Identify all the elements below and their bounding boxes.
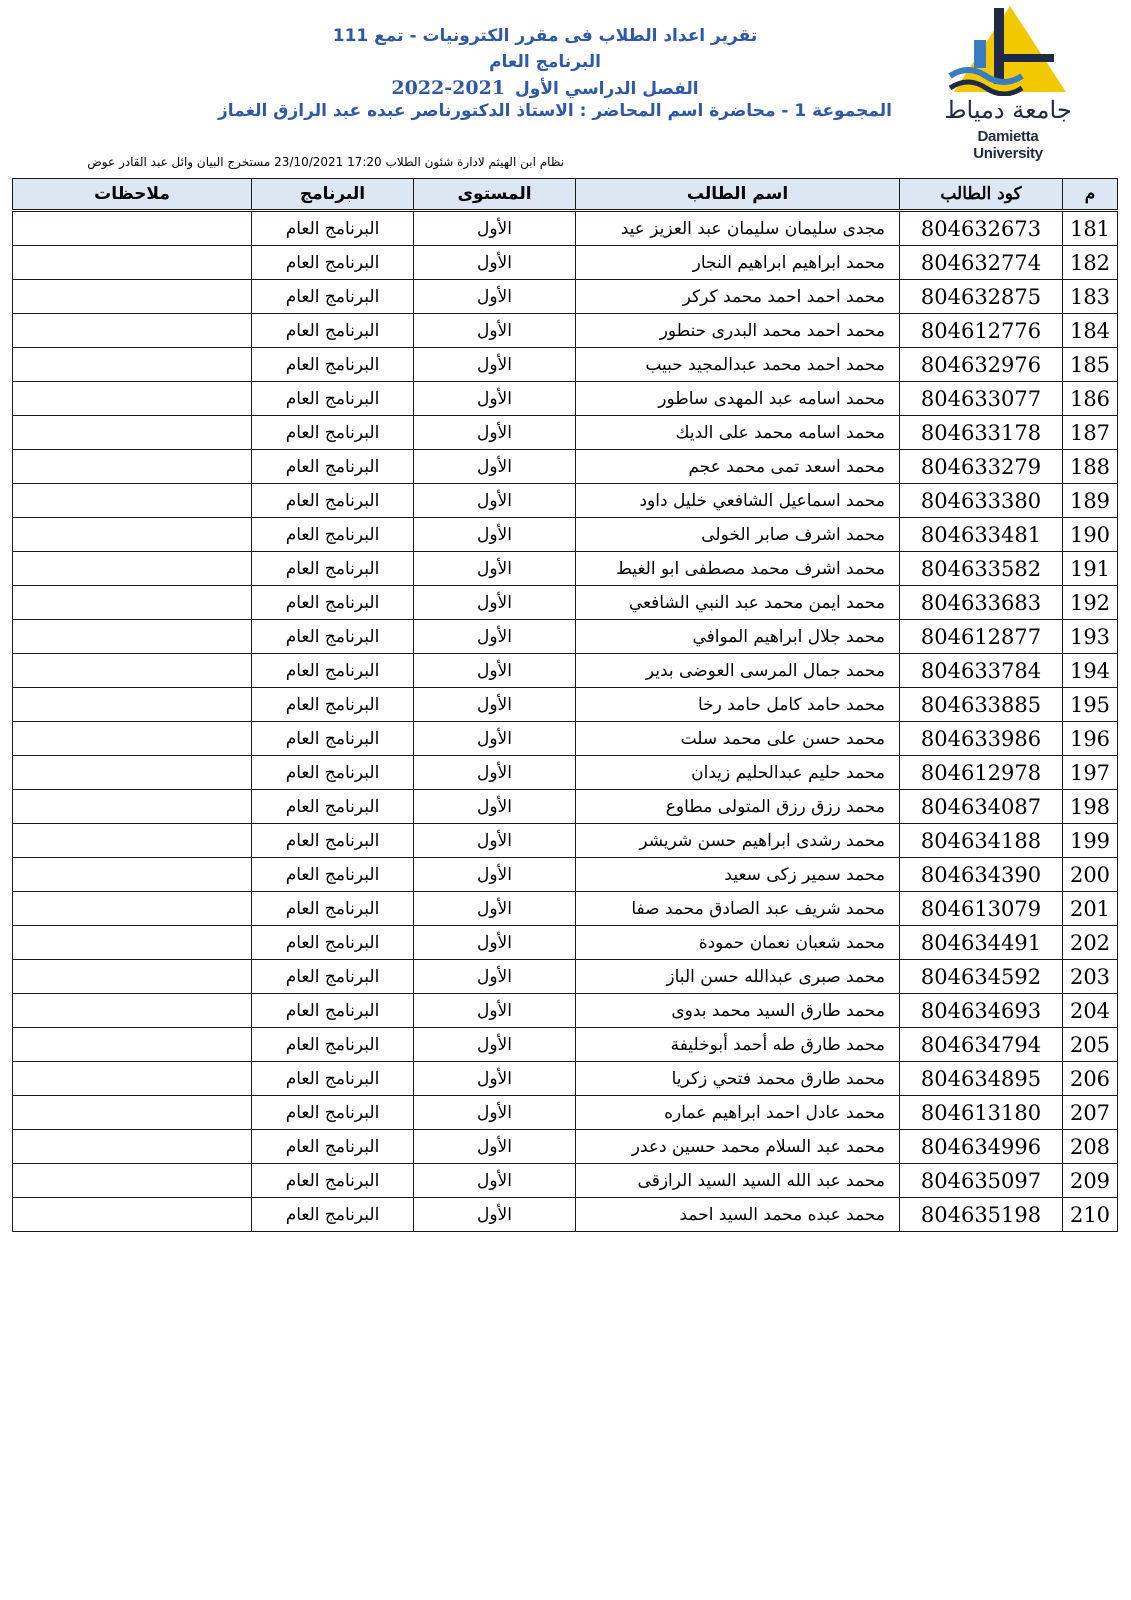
program-title: البرنامج العام bbox=[489, 52, 601, 72]
group-lecturer-line: المجموعة 1 - محاضرة اسم المحاضر : الاستاذ الدكتورناصر عبده عبد الرازق الغماز bbox=[218, 101, 892, 121]
cell-notes bbox=[13, 892, 252, 926]
cell-level: الأول bbox=[414, 1062, 576, 1096]
cell-notes bbox=[13, 1028, 252, 1062]
cell-num: 202 bbox=[1063, 926, 1118, 960]
cell-notes bbox=[13, 960, 252, 994]
cell-notes bbox=[13, 1096, 252, 1130]
cell-program: البرنامج العام bbox=[252, 1062, 414, 1096]
cell-program: البرنامج العام bbox=[252, 1198, 414, 1232]
cell-num: 193 bbox=[1063, 620, 1118, 654]
cell-code: 804633683 bbox=[900, 586, 1063, 620]
cell-code: 804633784 bbox=[900, 654, 1063, 688]
cell-num: 200 bbox=[1063, 858, 1118, 892]
cell-notes bbox=[13, 620, 252, 654]
cell-notes bbox=[13, 382, 252, 416]
cell-program: البرنامج العام bbox=[252, 654, 414, 688]
cell-code: 804634895 bbox=[900, 1062, 1063, 1096]
cell-level: الأول bbox=[414, 484, 576, 518]
report-title: تقرير اعداد الطلاب فى مقرر الكترونيات - تمع 111 bbox=[332, 26, 758, 46]
cell-code: 804633986 bbox=[900, 722, 1063, 756]
cell-code: 804634087 bbox=[900, 790, 1063, 824]
table-row bbox=[13, 314, 1118, 348]
table-row bbox=[13, 654, 1118, 688]
table-row bbox=[13, 824, 1118, 858]
cell-name: محمد احمد محمد عبدالمجيد حبيب bbox=[576, 348, 900, 382]
cell-code: 804632976 bbox=[900, 348, 1063, 382]
semester-label: الفصل الدراسي الأول bbox=[515, 79, 699, 99]
cell-name: محمد ايمن محمد عبد النبي الشافعي bbox=[576, 586, 900, 620]
table-row bbox=[13, 756, 1118, 790]
cell-num: 204 bbox=[1063, 994, 1118, 1028]
table-row bbox=[13, 620, 1118, 654]
cell-num: 187 bbox=[1063, 416, 1118, 450]
table-row bbox=[13, 586, 1118, 620]
cell-num: 201 bbox=[1063, 892, 1118, 926]
cell-notes bbox=[13, 790, 252, 824]
cell-num: 189 bbox=[1063, 484, 1118, 518]
cell-num: 205 bbox=[1063, 1028, 1118, 1062]
table-row bbox=[13, 552, 1118, 586]
cell-code: 804633582 bbox=[900, 552, 1063, 586]
cell-program: البرنامج العام bbox=[252, 314, 414, 348]
cell-program: البرنامج العام bbox=[252, 926, 414, 960]
cell-num: 186 bbox=[1063, 382, 1118, 416]
cell-level: الأول bbox=[414, 620, 576, 654]
cell-level: الأول bbox=[414, 382, 576, 416]
cell-name: محمد اسامه محمد على الديك bbox=[576, 416, 900, 450]
cell-notes bbox=[13, 586, 252, 620]
cell-level: الأول bbox=[414, 926, 576, 960]
cell-num: 196 bbox=[1063, 722, 1118, 756]
cell-code: 804633077 bbox=[900, 382, 1063, 416]
table-row bbox=[13, 211, 1118, 246]
cell-program: البرنامج العام bbox=[252, 1096, 414, 1130]
cell-level: الأول bbox=[414, 552, 576, 586]
cell-name: محمد جلال ابراهيم الموافي bbox=[576, 620, 900, 654]
cell-notes bbox=[13, 858, 252, 892]
cell-program: البرنامج العام bbox=[252, 382, 414, 416]
table-row bbox=[13, 722, 1118, 756]
table-row bbox=[13, 960, 1118, 994]
cell-num: 182 bbox=[1063, 246, 1118, 280]
cell-code: 804633885 bbox=[900, 688, 1063, 722]
col-header-num: م bbox=[1063, 179, 1118, 211]
table-row bbox=[13, 892, 1118, 926]
cell-name: محمد احمد محمد البدرى حنطور bbox=[576, 314, 900, 348]
cell-code: 804632774 bbox=[900, 246, 1063, 280]
cell-code: 804634693 bbox=[900, 994, 1063, 1028]
col-header-program: البرنامج bbox=[252, 179, 414, 211]
cell-name: محمد عبد الله السيد السيد الرازقى bbox=[576, 1164, 900, 1198]
table-row bbox=[13, 518, 1118, 552]
cell-code: 804612776 bbox=[900, 314, 1063, 348]
cell-num: 183 bbox=[1063, 280, 1118, 314]
cell-num: 195 bbox=[1063, 688, 1118, 722]
cell-code: 804633481 bbox=[900, 518, 1063, 552]
cell-level: الأول bbox=[414, 1198, 576, 1232]
cell-code: 804613180 bbox=[900, 1096, 1063, 1130]
cell-notes bbox=[13, 1164, 252, 1198]
cell-program: البرنامج العام bbox=[252, 518, 414, 552]
cell-program: البرنامج العام bbox=[252, 586, 414, 620]
cell-notes bbox=[13, 1130, 252, 1164]
cell-code: 804633380 bbox=[900, 484, 1063, 518]
table-row bbox=[13, 1028, 1118, 1062]
cell-num: 198 bbox=[1063, 790, 1118, 824]
col-header-name: اسم الطالب bbox=[576, 179, 900, 211]
table-row bbox=[13, 1198, 1118, 1232]
table-row bbox=[13, 280, 1118, 314]
cell-program: البرنامج العام bbox=[252, 1130, 414, 1164]
cell-level: الأول bbox=[414, 756, 576, 790]
cell-notes bbox=[13, 552, 252, 586]
cell-program: البرنامج العام bbox=[252, 858, 414, 892]
cell-name: محمد اسماعيل الشافعي خليل داود bbox=[576, 484, 900, 518]
extractor-name: مستخرج البيان وائل عبد القادر عوض bbox=[87, 155, 271, 169]
cell-program: البرنامج العام bbox=[252, 824, 414, 858]
university-logo bbox=[944, 4, 1072, 162]
cell-num: 210 bbox=[1063, 1198, 1118, 1232]
table-row bbox=[13, 348, 1118, 382]
table-row bbox=[13, 926, 1118, 960]
cell-name: محمد اسامه عبد المهدى ساطور bbox=[576, 382, 900, 416]
cell-notes bbox=[13, 416, 252, 450]
table-row bbox=[13, 484, 1118, 518]
cell-program: البرنامج العام bbox=[252, 246, 414, 280]
cell-num: 199 bbox=[1063, 824, 1118, 858]
system-name: نظام ابن الهيثم لادارة شئون الطلاب bbox=[385, 155, 564, 169]
cell-level: الأول bbox=[414, 280, 576, 314]
cell-name: محمد صبرى عبدالله حسن الباز bbox=[576, 960, 900, 994]
cell-notes bbox=[13, 824, 252, 858]
cell-program: البرنامج العام bbox=[252, 790, 414, 824]
cell-num: 203 bbox=[1063, 960, 1118, 994]
cell-level: الأول bbox=[414, 654, 576, 688]
cell-level: الأول bbox=[414, 960, 576, 994]
cell-program: البرنامج العام bbox=[252, 552, 414, 586]
cell-level: الأول bbox=[414, 586, 576, 620]
cell-program: البرنامج العام bbox=[252, 1164, 414, 1198]
cell-notes bbox=[13, 211, 252, 246]
cell-code: 804634996 bbox=[900, 1130, 1063, 1164]
cell-notes bbox=[13, 994, 252, 1028]
cell-program: البرنامج العام bbox=[252, 211, 414, 246]
cell-level: الأول bbox=[414, 722, 576, 756]
cell-name: محمد جمال المرسى العوضى بدير bbox=[576, 654, 900, 688]
cell-num: 209 bbox=[1063, 1164, 1118, 1198]
cell-level: الأول bbox=[414, 994, 576, 1028]
cell-name: محمد اشرف صابر الخولى bbox=[576, 518, 900, 552]
cell-name: محمد شعبان نعمان حمودة bbox=[576, 926, 900, 960]
cell-notes bbox=[13, 926, 252, 960]
cell-level: الأول bbox=[414, 1028, 576, 1062]
cell-num: 190 bbox=[1063, 518, 1118, 552]
cell-program: البرنامج العام bbox=[252, 688, 414, 722]
cell-level: الأول bbox=[414, 1130, 576, 1164]
cell-level: الأول bbox=[414, 688, 576, 722]
cell-notes bbox=[13, 654, 252, 688]
cell-code: 804632875 bbox=[900, 280, 1063, 314]
cell-level: الأول bbox=[414, 824, 576, 858]
cell-name: محمد شريف عبد الصادق محمد صفا bbox=[576, 892, 900, 926]
cell-level: الأول bbox=[414, 211, 576, 246]
cell-code: 804613079 bbox=[900, 892, 1063, 926]
cell-name: محمد احمد احمد محمد كركر bbox=[576, 280, 900, 314]
cell-level: الأول bbox=[414, 518, 576, 552]
cell-level: الأول bbox=[414, 858, 576, 892]
cell-notes bbox=[13, 518, 252, 552]
cell-num: 192 bbox=[1063, 586, 1118, 620]
cell-level: الأول bbox=[414, 892, 576, 926]
semester-line bbox=[200, 77, 890, 99]
cell-name: محمد عبده محمد السيد احمد bbox=[576, 1198, 900, 1232]
cell-notes bbox=[13, 756, 252, 790]
cell-program: البرنامج العام bbox=[252, 416, 414, 450]
table-row bbox=[13, 1096, 1118, 1130]
cell-code: 804635097 bbox=[900, 1164, 1063, 1198]
cell-name: محمد اسعد تمى محمد عجم bbox=[576, 450, 900, 484]
cell-name: محمد طارق طه أحمد أبوخليفة bbox=[576, 1028, 900, 1062]
logo-arabic-text: جامعة دمياط bbox=[944, 96, 1072, 124]
cell-name: محمد حسن على محمد سلت bbox=[576, 722, 900, 756]
cell-name: محمد عبد السلام محمد حسين دعدر bbox=[576, 1130, 900, 1164]
cell-program: البرنامج العام bbox=[252, 484, 414, 518]
cell-program: البرنامج العام bbox=[252, 892, 414, 926]
cell-code: 804634188 bbox=[900, 824, 1063, 858]
table-row bbox=[13, 1130, 1118, 1164]
cell-num: 194 bbox=[1063, 654, 1118, 688]
cell-program: البرنامج العام bbox=[252, 280, 414, 314]
table-row bbox=[13, 450, 1118, 484]
cell-level: الأول bbox=[414, 416, 576, 450]
cell-name: محمد ابراهيم ابراهيم النجار bbox=[576, 246, 900, 280]
cell-num: 207 bbox=[1063, 1096, 1118, 1130]
academic-year: 2021-2022 bbox=[391, 77, 506, 99]
logo-english-text: Damietta University bbox=[973, 128, 1043, 162]
cell-level: الأول bbox=[414, 1164, 576, 1198]
cell-program: البرنامج العام bbox=[252, 450, 414, 484]
cell-notes bbox=[13, 484, 252, 518]
report-meta bbox=[16, 155, 564, 169]
cell-level: الأول bbox=[414, 314, 576, 348]
cell-name: محمد عادل احمد ابراهيم عماره bbox=[576, 1096, 900, 1130]
table-row bbox=[13, 416, 1118, 450]
cell-code: 804634794 bbox=[900, 1028, 1063, 1062]
table-row bbox=[13, 994, 1118, 1028]
cell-level: الأول bbox=[414, 1096, 576, 1130]
cell-code: 804634491 bbox=[900, 926, 1063, 960]
cell-notes bbox=[13, 246, 252, 280]
cell-program: البرنامج العام bbox=[252, 1028, 414, 1062]
cell-notes bbox=[13, 314, 252, 348]
cell-code: 804635198 bbox=[900, 1198, 1063, 1232]
cell-name: محمد حليم عبدالحليم زيدان bbox=[576, 756, 900, 790]
cell-level: الأول bbox=[414, 348, 576, 382]
cell-notes bbox=[13, 722, 252, 756]
table-row bbox=[13, 790, 1118, 824]
cell-name: محمد اشرف محمد مصطفى ابو الغيط bbox=[576, 552, 900, 586]
cell-num: 188 bbox=[1063, 450, 1118, 484]
cell-name: محمد طارق السيد محمد بدوى bbox=[576, 994, 900, 1028]
table-row bbox=[13, 858, 1118, 892]
table-header-row bbox=[13, 179, 1118, 211]
students-table bbox=[12, 178, 1118, 1232]
cell-name: محمد طارق محمد فتحي زكريا bbox=[576, 1062, 900, 1096]
cell-level: الأول bbox=[414, 246, 576, 280]
cell-name: مجدى سليمان سليمان عبد العزيز عيد bbox=[576, 211, 900, 246]
table-row bbox=[13, 1062, 1118, 1096]
cell-code: 804634592 bbox=[900, 960, 1063, 994]
cell-num: 208 bbox=[1063, 1130, 1118, 1164]
cell-program: البرنامج العام bbox=[252, 348, 414, 382]
cell-program: البرنامج العام bbox=[252, 722, 414, 756]
cell-name: محمد سمير زكى سعيد bbox=[576, 858, 900, 892]
col-header-level: المستوى bbox=[414, 179, 576, 211]
report-timestamp: 23/10/2021 17:20 bbox=[274, 155, 382, 169]
cell-notes bbox=[13, 450, 252, 484]
cell-program: البرنامج العام bbox=[252, 994, 414, 1028]
table-row bbox=[13, 246, 1118, 280]
cell-notes bbox=[13, 1062, 252, 1096]
cell-name: محمد رزق رزق المتولى مطاوع bbox=[576, 790, 900, 824]
cell-code: 804612877 bbox=[900, 620, 1063, 654]
cell-num: 197 bbox=[1063, 756, 1118, 790]
table-row bbox=[13, 688, 1118, 722]
cell-level: الأول bbox=[414, 790, 576, 824]
col-header-notes: ملاحظات bbox=[13, 179, 252, 211]
table-row bbox=[13, 1164, 1118, 1198]
cell-code: 804634390 bbox=[900, 858, 1063, 892]
cell-notes bbox=[13, 348, 252, 382]
cell-code: 804632673 bbox=[900, 211, 1063, 246]
cell-name: محمد حامد كامل حامد رخا bbox=[576, 688, 900, 722]
cell-code: 804612978 bbox=[900, 756, 1063, 790]
cell-num: 181 bbox=[1063, 211, 1118, 246]
cell-num: 185 bbox=[1063, 348, 1118, 382]
cell-notes bbox=[13, 688, 252, 722]
logo-emblem-icon bbox=[944, 4, 1072, 96]
col-header-code: كود الطالب bbox=[900, 179, 1063, 211]
cell-name: محمد رشدى ابراهيم حسن شريشر bbox=[576, 824, 900, 858]
cell-notes bbox=[13, 280, 252, 314]
cell-program: البرنامج العام bbox=[252, 960, 414, 994]
cell-program: البرنامج العام bbox=[252, 756, 414, 790]
cell-num: 191 bbox=[1063, 552, 1118, 586]
cell-level: الأول bbox=[414, 450, 576, 484]
cell-num: 206 bbox=[1063, 1062, 1118, 1096]
cell-program: البرنامج العام bbox=[252, 620, 414, 654]
table-row bbox=[13, 382, 1118, 416]
cell-code: 804633279 bbox=[900, 450, 1063, 484]
cell-num: 184 bbox=[1063, 314, 1118, 348]
cell-notes bbox=[13, 1198, 252, 1232]
cell-code: 804633178 bbox=[900, 416, 1063, 450]
